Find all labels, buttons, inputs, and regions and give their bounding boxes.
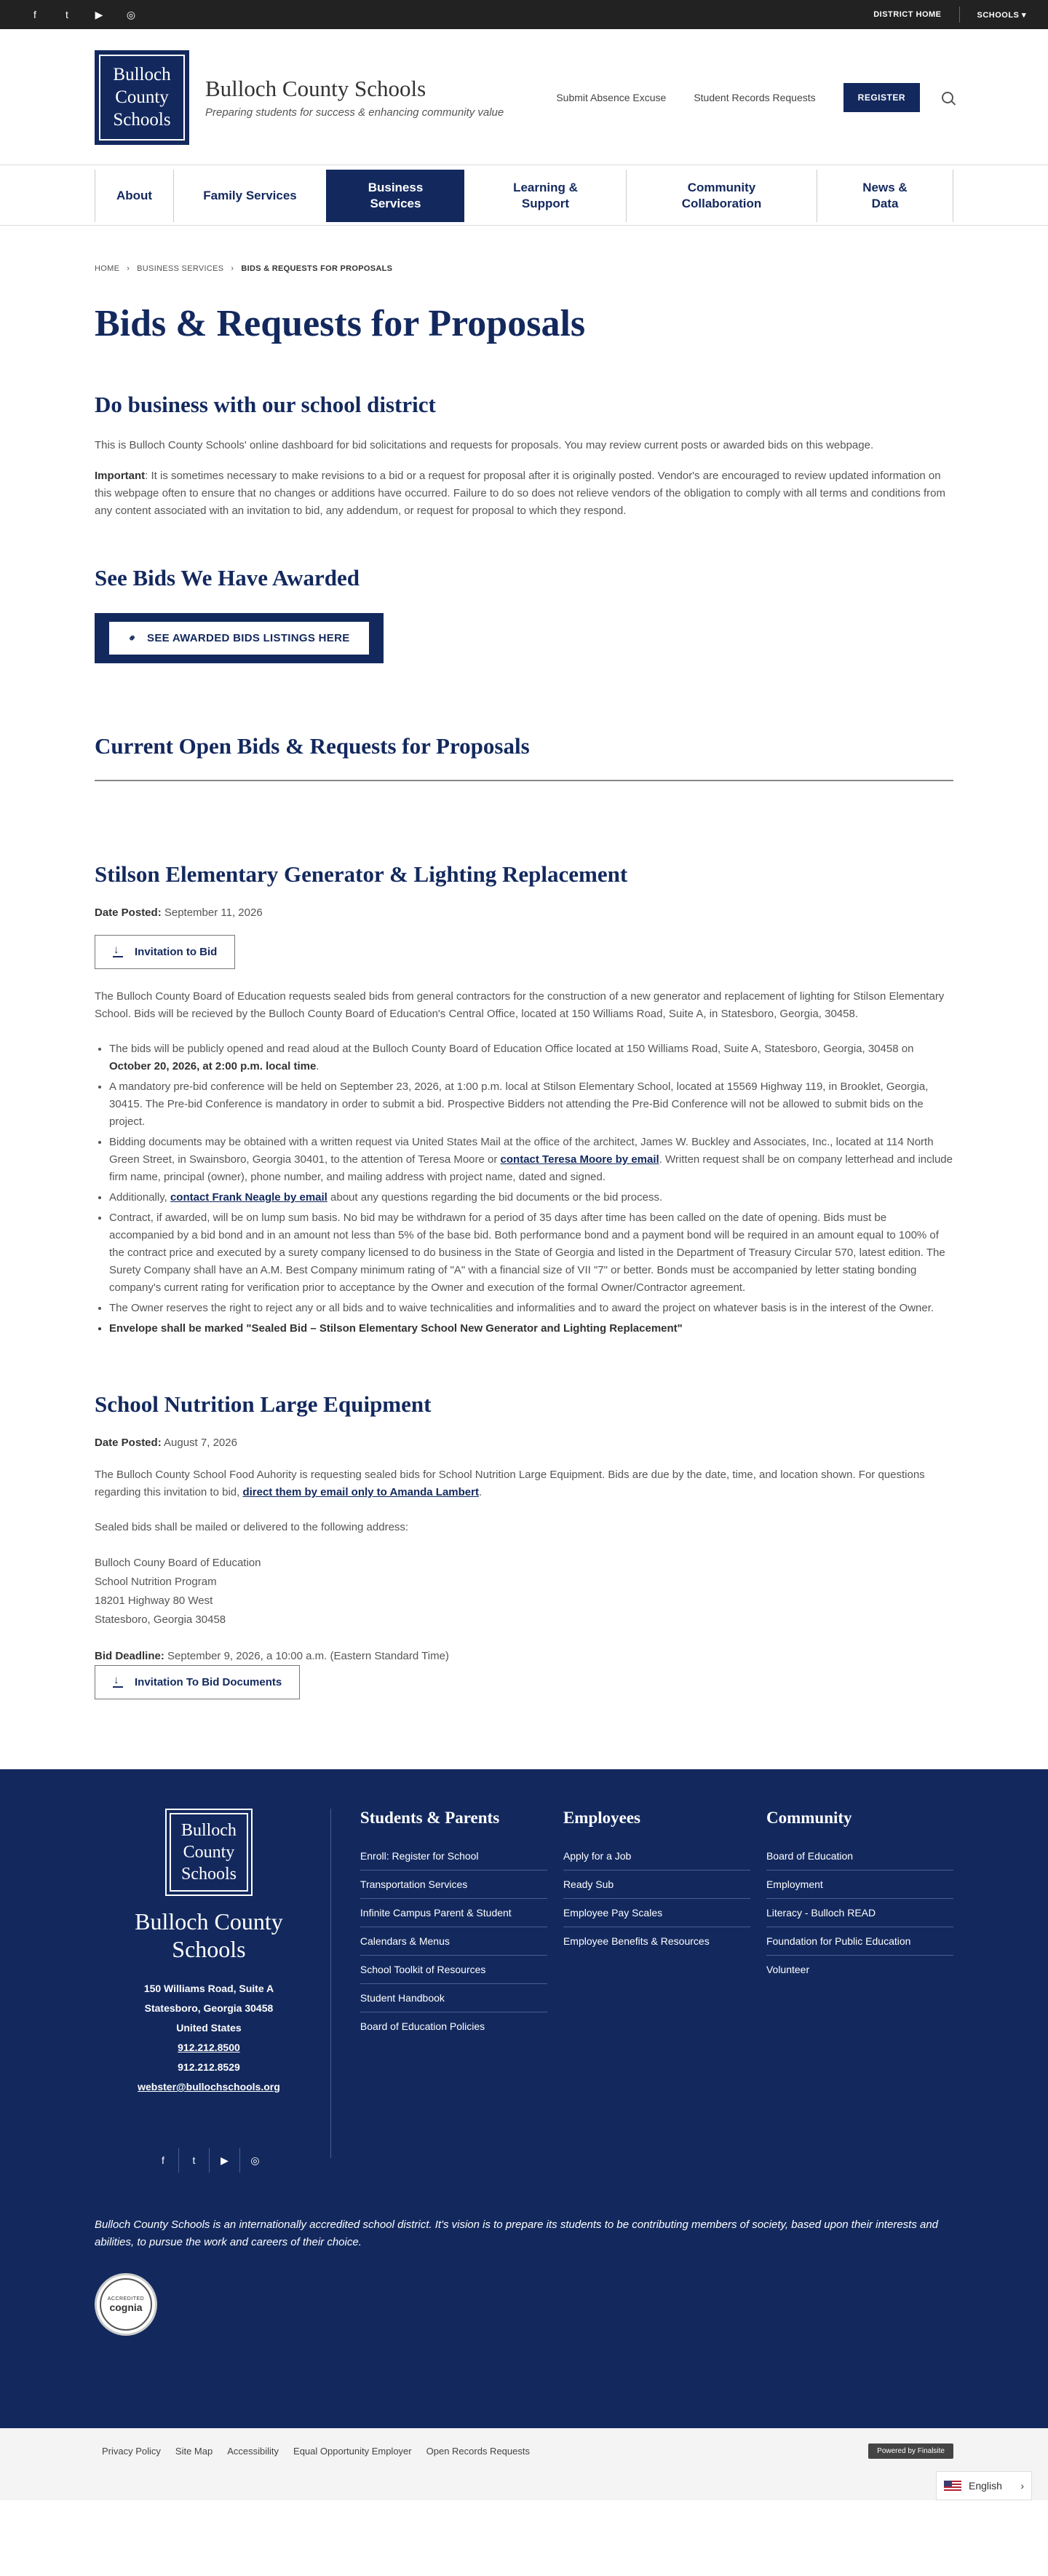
chevron-right-icon: ›	[231, 264, 234, 273]
footer-link[interactable]: Foundation for Public Education	[766, 1927, 953, 1956]
mail-instructions: Sealed bids shall be mailed or delivered to the following address:	[95, 1521, 409, 1533]
list-item	[109, 1134, 953, 1186]
footer-link[interactable]: Board of Education Policies	[360, 2020, 485, 2032]
bid-deadline-value: September 9, 2026, a 10:00 a.m. (Eastern Standard Time)	[164, 1650, 449, 1662]
open-records-link[interactable]: Open Records Requests	[426, 2445, 530, 2457]
invitation-to-bid-button[interactable]	[95, 935, 235, 969]
nav-learning-support[interactable]: Learning & Support	[513, 180, 578, 210]
youtube-icon[interactable]: ▶	[209, 2148, 239, 2173]
logo-line: County	[115, 87, 169, 107]
badge-label: ACCREDITED	[107, 2296, 145, 2302]
equal-opportunity-link[interactable]: Equal Opportunity Employer	[293, 2445, 412, 2457]
bid-deadline-label: Bid Deadline:	[95, 1650, 164, 1662]
bid-docs-end: . Written request shall be on company letterhead and include firm name, principal (owner), phone number, and mailing address with project name, dated and signed.	[109, 1153, 953, 1183]
footer-students-parents	[360, 1809, 547, 2173]
date-posted-label: Date Posted:	[95, 1437, 162, 1449]
footer-divider	[330, 1809, 331, 2158]
important-label: Important	[95, 470, 146, 482]
current-bids-heading: Current Open Bids & Requests for Proposals	[95, 733, 530, 759]
download-icon	[113, 1678, 123, 1688]
list-item	[109, 1040, 953, 1075]
nav-community-collaboration[interactable]: Community Collaboration	[626, 170, 817, 222]
footer-column-title: Students & Parents	[360, 1809, 500, 1827]
us-flag-icon	[944, 2481, 961, 2491]
fax-number: 912.212.8529	[178, 2061, 240, 2073]
logo-line: Bulloch	[180, 1821, 237, 1840]
bid-opening-text: The bids will be publicly opened and read aloud at the Bulloch County Board of Education Office located at 150 Williams Road, Suite A, Statesboro, Georgia, 30458 on	[109, 1043, 914, 1055]
bid-description-end: .	[478, 1486, 483, 1498]
bid-title: School Nutrition Large Equipment	[95, 1391, 432, 1417]
bid-opening-end: .	[316, 1060, 319, 1072]
footer-link[interactable]: Ready Sub	[563, 1870, 750, 1899]
site-name[interactable]: Bulloch County Schools	[205, 76, 426, 101]
bid-title: Stilson Elementary Generator & Lighting Replacement	[95, 861, 628, 887]
absence-excuse-link[interactable]: Submit Absence Excuse	[556, 91, 667, 103]
brand[interactable]	[95, 50, 504, 145]
awarded-heading: See Bids We Have Awarded	[95, 565, 360, 590]
footer-link[interactable]: School Toolkit of Resources	[360, 1956, 547, 1984]
student-records-link[interactable]: Student Records Requests	[694, 91, 816, 103]
footer-link[interactable]: Calendars & Menus	[360, 1927, 547, 1956]
date-posted	[95, 906, 953, 919]
address-line: School Nutrition Program	[95, 1576, 217, 1588]
facebook-icon[interactable]: f	[162, 2154, 164, 2166]
list-item: • A mandatory pre-bid conference will be held on September 23, 2026, at 1:00 p.m. local at Stilson Elementary School, located at 15569 Highway 119, in Brooklet, Georgia, 30415. The Pre-bid Conference is mandatory in order to submit a bid. Prospective Bidders not attending the Pre-Bid Conference will not be allowed to submit bids on the project.	[109, 1078, 953, 1131]
footer-link[interactable]: Infinite Campus Parent & Student	[360, 1899, 547, 1927]
important-text: : It is sometimes necessary to make revisions to a bid or a request for proposal after it is originally posted. Vendor's are encouraged to review updated information on this webpage often to ensure that no changes or additions have occurred. Failure to do so does not relieve vendors of the obligation to comply with all terms and conditions from any content associated with an invitation to bid, any addendum, or request for proposal to which they respond.	[95, 470, 946, 517]
cognia-accreditation-badge[interactable]	[95, 2273, 157, 2336]
questions-text: Additionally,	[109, 1191, 170, 1204]
breadcrumb-current: BIDS & REQUESTS FOR PROPOSALS	[241, 264, 393, 273]
footer-brand	[95, 1809, 323, 2173]
schools-dropdown[interactable]	[977, 10, 1027, 20]
youtube-icon[interactable]: ▶	[95, 8, 103, 20]
divider	[959, 7, 960, 23]
email-amanda-lambert-link[interactable]: direct them by email only to Amanda Lambert	[242, 1486, 479, 1498]
logo-line: Bulloch	[113, 65, 171, 84]
breadcrumb-business[interactable]: BUSINESS SERVICES	[137, 264, 224, 273]
awarded-bids-box	[95, 613, 384, 663]
footer-link[interactable]: Enroll: Register for School	[360, 1842, 547, 1870]
list-item: • Contract, if awarded, will be on lump sum basis. No bid may be withdrawn for a period of 35 days after time has been called on the date of opening. Bids must be accompanied by a bid bond and in an amount not less than 5% of the base bid. Both performance bond and a payment bond will be required in an amount equal to 100% of the contract price and executed by a surety company licensed to do business in the State of Georgia and listed in the Department of Treasury Circular 570, latest edition. The Surety Company shall have an A.M. Best Company minimum rating of "A" with a financial size of VII "7" or better. Bonds must be accompanied by letter stating bonding company's current rating for verification prior to acceptance by the Owner and execution of the formal Owner/Contractor agreement.	[109, 1209, 953, 1297]
nav-business-services[interactable]: Business Services	[326, 170, 464, 222]
footer-link[interactable]: Transportation Services	[360, 1870, 547, 1899]
date-posted-value: August 7, 2026	[161, 1437, 237, 1449]
questions-end: about any questions regarding the bid documents or the bid process.	[327, 1191, 663, 1204]
list-item	[109, 1189, 953, 1206]
chevron-right-icon: ›	[127, 264, 130, 273]
date-posted	[95, 1437, 953, 1449]
footer-link[interactable]: Literacy - Bulloch READ	[766, 1899, 953, 1927]
footer-site-name	[95, 1908, 323, 1963]
mailing-address	[95, 1554, 953, 1629]
footer-name-line: Schools	[172, 1936, 246, 1962]
badge-name: cognia	[109, 2301, 143, 2313]
bid-description: The Bulloch County Board of Education requests sealed bids from general contractors for the construction of a new generator and replacement of lighting for Stilson Elementary School. Bids will be recieved by the Bulloch County Board of Education's Central Office, located at 150 Williams Road, Suite A, in Statesboro, Georgia, 30458.	[95, 990, 945, 1020]
bid-docs-text: Bidding documents may be obtained with a written request via United States Mail at the office of the architect, James W. Buckley and Associates, Inc., located at 114 North Green Street, in Swainsboro, Georgia 30401, to the attention of Teresa Moore or	[109, 1136, 934, 1166]
invitation-to-bid-documents-button[interactable]	[95, 1665, 300, 1699]
footer-link[interactable]: Board of Education	[766, 1842, 953, 1870]
nav-family-services[interactable]: Family Services	[173, 170, 326, 222]
address-line: 18201 Highway 80 West	[95, 1595, 213, 1607]
important-notice	[95, 467, 953, 520]
address-line: United States	[176, 2022, 242, 2034]
footer-column-title: Community	[766, 1809, 852, 1827]
logo[interactable]	[95, 50, 189, 145]
site-header	[0, 29, 1048, 165]
awarded-bids-button[interactable]	[109, 622, 369, 655]
chevron-right-icon: ›	[1020, 2480, 1024, 2492]
footer-mission-statement: Bulloch County Schools is an internationally accredited school district. It's vision is to prepare its students to be contributing members of society, based upon their interests and abilities, to pursue the work and careers of their choice.	[95, 2219, 939, 2248]
footer-link[interactable]: Volunteer	[766, 1964, 810, 1975]
footer-link[interactable]: Employee Benefits & Resources	[563, 1935, 710, 1947]
privacy-policy-link[interactable]: Privacy Policy	[102, 2445, 161, 2457]
footer-employees	[563, 1809, 750, 2173]
footer-community	[766, 1809, 953, 2173]
bid-school-nutrition	[95, 1391, 953, 1699]
bid-details-list	[109, 1040, 953, 1338]
bid-deadline	[95, 1650, 953, 1662]
nav-about[interactable]: About	[95, 170, 173, 222]
invitation-to-bid-label: Invitation to Bid	[135, 946, 218, 958]
main-navigation	[0, 165, 1048, 226]
breadcrumb	[95, 264, 953, 273]
breadcrumb-home[interactable]: HOME	[95, 264, 120, 273]
powered-by-finalsite[interactable]: Powered by Finalsite	[868, 2443, 953, 2459]
instagram-icon[interactable]: ◎	[239, 2148, 270, 2173]
intro-heading: Do business with our school district	[95, 392, 436, 417]
address-line: Statesboro, Georgia 30458	[144, 2002, 274, 2014]
contact-teresa-moore-link[interactable]: contact Teresa Moore by email	[500, 1153, 659, 1166]
link-icon: ⚭	[124, 631, 140, 646]
search-icon[interactable]	[942, 92, 953, 103]
nav-news-data[interactable]: News & Data	[817, 170, 953, 222]
bottom-bar	[0, 2428, 1048, 2500]
logo-line: County	[183, 1843, 235, 1862]
bid-stilson	[95, 861, 953, 1338]
address-line: Statesboro, Georgia 30458	[95, 1613, 226, 1626]
page-title: Bids & Requests for Proposals	[95, 303, 586, 344]
bid-description	[95, 1466, 953, 1501]
chevron-down-icon: ▾	[1021, 10, 1026, 20]
language-selector[interactable]	[936, 2471, 1032, 2500]
site-footer	[0, 1769, 1048, 2428]
twitter-icon[interactable]: t	[66, 8, 68, 20]
footer-column-title: Employees	[563, 1809, 640, 1827]
footer-name-line: Bulloch County	[135, 1908, 283, 1935]
schools-label: SCHOOLS	[977, 10, 1020, 20]
twitter-icon[interactable]: t	[178, 2148, 209, 2173]
footer-contact	[95, 1979, 323, 2097]
footer-link[interactable]: Apply for a Job	[563, 1842, 750, 1870]
footer-logo[interactable]	[165, 1809, 253, 1896]
awarded-bids-label: SEE AWARDED BIDS LISTINGS HERE	[147, 632, 350, 644]
district-home-link[interactable]: DISTRICT HOME	[873, 10, 942, 19]
date-posted-value: September 11, 2026	[161, 906, 263, 919]
date-posted-label: Date Posted:	[95, 906, 162, 919]
social-links	[22, 9, 137, 21]
main-content	[95, 264, 953, 1699]
download-icon	[113, 947, 123, 957]
footer-link[interactable]: Student Handbook	[360, 1984, 547, 2012]
utility-bar	[0, 0, 1048, 29]
site-tagline: Preparing students for success & enhancing community value	[205, 106, 504, 119]
list-item: • The Owner reserves the right to reject any or all bids and to waive technicalities and informalities and to award the project on whatever basis is in the interest of the Owner.	[109, 1300, 953, 1317]
site-map-link[interactable]: Site Map	[175, 2445, 213, 2457]
logo-line: Schools	[113, 110, 171, 130]
address-line: Bulloch Couny Board of Education	[95, 1557, 261, 1569]
invitation-to-bid-documents-label: Invitation To Bid Documents	[135, 1676, 282, 1688]
footer-social-links	[95, 2148, 323, 2173]
register-button[interactable]: REGISTER	[843, 83, 920, 112]
intro-text: This is Bulloch County Schools' online dashboard for bid solicitations and requests for proposals. You may review current posts or awarded bids on this webpage.	[95, 439, 874, 451]
email-link[interactable]: webster@bullochschools.org	[138, 2081, 280, 2093]
accessibility-link[interactable]: Accessibility	[227, 2445, 279, 2457]
list-item: • Envelope shall be marked "Sealed Bid – Stilson Elementary School New Generator and Lighting Replacement"	[109, 1320, 953, 1338]
legal-links	[95, 2446, 537, 2457]
facebook-icon[interactable]: f	[33, 8, 36, 20]
bid-description-text: The Bulloch County School Food Auhority is requesting sealed bids for School Nutrition Large Equipment. Bids are due by the date, time, and location shown. For questions regarding this invitation to bid,	[95, 1469, 925, 1498]
section-divider	[95, 780, 953, 781]
phone-link[interactable]: 912.212.8500	[178, 2042, 240, 2053]
address-line: 150 Williams Road, Suite A	[143, 1983, 274, 1994]
logo-line: Schools	[180, 1865, 237, 1884]
bid-opening-date: October 20, 2026, at 2:00 p.m. local time	[109, 1060, 317, 1072]
footer-link[interactable]: Employee Pay Scales	[563, 1899, 750, 1927]
footer-link[interactable]: Employment	[766, 1870, 953, 1899]
contact-frank-neagle-link[interactable]: contact Frank Neagle by email	[170, 1191, 328, 1204]
language-label: English	[969, 2480, 1002, 2492]
instagram-icon[interactable]: ◎	[126, 8, 136, 20]
